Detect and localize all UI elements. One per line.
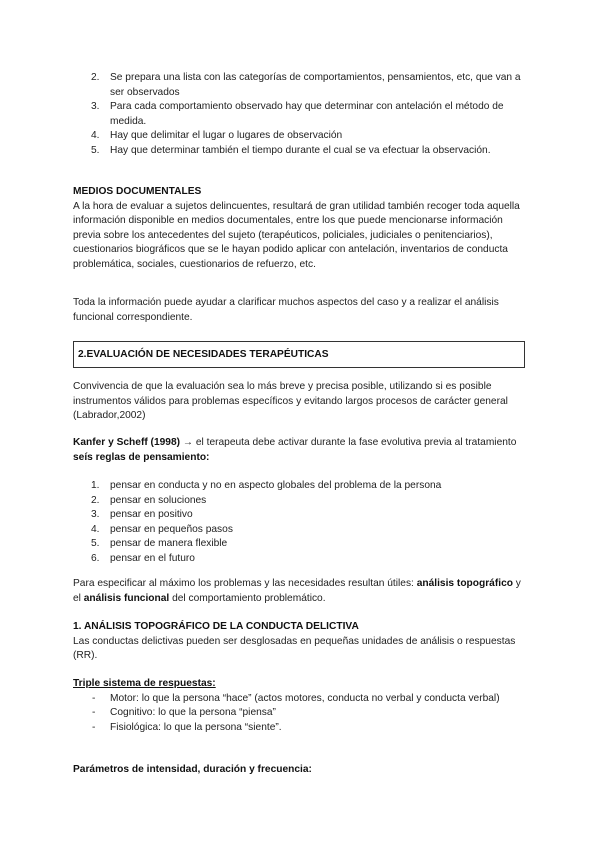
especificar-text-1: Para especificar al máximo los problemas y las necesidades resultan útiles: xyxy=(73,578,417,589)
section2-intro-block xyxy=(73,380,528,424)
list-text: Se prepara una lista con las categorías de comportamientos, pensamientos, etc, que van a ser observados xyxy=(110,72,521,98)
parametros-heading: Parámetros de intensidad, duración y frecuencia: xyxy=(73,764,312,775)
analisis-topografico-section xyxy=(73,620,528,664)
medios-body-2: Toda la información puede ayudar a clarificar muchos aspectos del caso y a realizar el análisis funcional correspondiente. xyxy=(73,297,499,323)
medios-heading: MEDIOS DOCUMENTALES xyxy=(73,186,202,197)
list-dash: - xyxy=(92,692,96,704)
list-text: Cognitivo: lo que la persona “piensa” xyxy=(110,707,276,719)
triple-sistema-section xyxy=(73,677,528,735)
medios-body: A la hora de evaluar a sujetos delincuentes, resultará de gran utilidad también recoger toda aquella información disponible en medios documentales, entre los que puede mencionarse información previa sobre los antecedentes del sujeto (terapéuticos, policiales, judiciales o penitenciarios), cuestionarios biográficos que se le hayan podido aplicar con antelación, inventarios de conducta problemática, sociales, cuestionarios de refuerzo, etc. xyxy=(73,200,520,270)
analisis-funcional-term: análisis funcional xyxy=(83,592,170,604)
list-number: 2. xyxy=(91,72,100,83)
list-text: Motor: lo que la persona “hace” (actos motores, conducta no verbal y conducta verbal) xyxy=(110,692,500,704)
list-item xyxy=(73,494,528,509)
list-item xyxy=(73,100,528,129)
triple-heading: Triple sistema de respuestas: xyxy=(73,678,216,689)
list-text: pensar en el futuro xyxy=(110,552,195,564)
list-number: 4. xyxy=(91,523,100,535)
especificar-text-2: y el xyxy=(73,578,521,604)
list-item xyxy=(73,692,528,707)
section2-intro: Convivencia de que la evaluación sea lo más breve y precisa posible, utilizando si es posible instrumentos válidos para problemas específicos y evitando largos procesos de carácter general (Labrador,2002) xyxy=(73,381,508,422)
section-title-box xyxy=(73,341,525,368)
list-text: pensar en pequeños pasos xyxy=(110,523,233,535)
list-item xyxy=(73,144,528,159)
list-number: 5. xyxy=(91,538,100,550)
list-number: 3. xyxy=(91,101,100,113)
list-text: pensar en soluciones xyxy=(110,494,207,506)
medios-body-2-block xyxy=(73,296,528,325)
list-number: 6. xyxy=(91,552,100,564)
list-dash: - xyxy=(92,707,96,719)
observation-steps-list xyxy=(73,71,528,159)
list-item xyxy=(73,706,528,721)
list-item xyxy=(73,523,528,538)
list-number: 1. xyxy=(91,480,100,491)
list-dash: - xyxy=(92,721,96,733)
list-text: Para cada comportamiento observado hay que determinar con antelación el método de medida. xyxy=(110,101,504,127)
list-text: Hay que determinar también el tiempo durante el cual se va efectuar la observación. xyxy=(110,144,491,156)
medios-documentales-section xyxy=(73,185,528,273)
triple-list xyxy=(73,692,528,736)
list-item xyxy=(73,508,528,523)
list-text: Fisiológica: lo que la persona “siente”. xyxy=(110,721,282,733)
parametros-block xyxy=(73,763,528,778)
list-item xyxy=(73,537,528,552)
list-number: 2. xyxy=(91,494,100,506)
especificar-paragraph xyxy=(73,577,528,606)
kanfer-text: → el terapeuta debe activar durante la fase evolutiva previa al tratamiento xyxy=(180,437,517,448)
kanfer-citation: Kanfer y Scheff (1998) xyxy=(73,437,181,448)
kanfer-paragraph xyxy=(73,436,528,465)
list-text: pensar en positivo xyxy=(110,509,193,521)
kanfer-rules-label: seís reglas de pensamiento: xyxy=(73,451,210,463)
especificar-text-3: del comportamiento problemático. xyxy=(169,592,326,604)
list-item xyxy=(73,71,528,100)
analisis-topografico-term: análisis topográfico xyxy=(416,578,513,589)
list-number: 5. xyxy=(91,144,100,156)
analisis-heading: 1. ANÁLISIS TOPOGRÁFICO DE LA CONDUCTA DELICTIVA xyxy=(73,621,359,632)
list-text: Hay que delimitar el lugar o lugares de observación xyxy=(110,130,343,142)
analisis-body: Las conductas delictivas pueden ser desglosadas en pequeñas unidades de análisis o respuestas (RR). xyxy=(73,635,516,662)
list-item xyxy=(73,479,528,494)
list-text: pensar de manera flexible xyxy=(110,538,228,550)
list-number: 4. xyxy=(91,130,100,142)
thinking-rules-list xyxy=(73,479,528,567)
list-item xyxy=(73,129,528,144)
list-text: pensar en conducta y no en aspecto globales del problema de la persona xyxy=(110,480,442,491)
list-item xyxy=(73,721,528,736)
section-title: 2.EVALUACIÓN DE NECESIDADES TERAPÉUTICAS xyxy=(78,349,329,360)
list-item xyxy=(73,552,528,567)
list-number: 3. xyxy=(91,509,100,521)
